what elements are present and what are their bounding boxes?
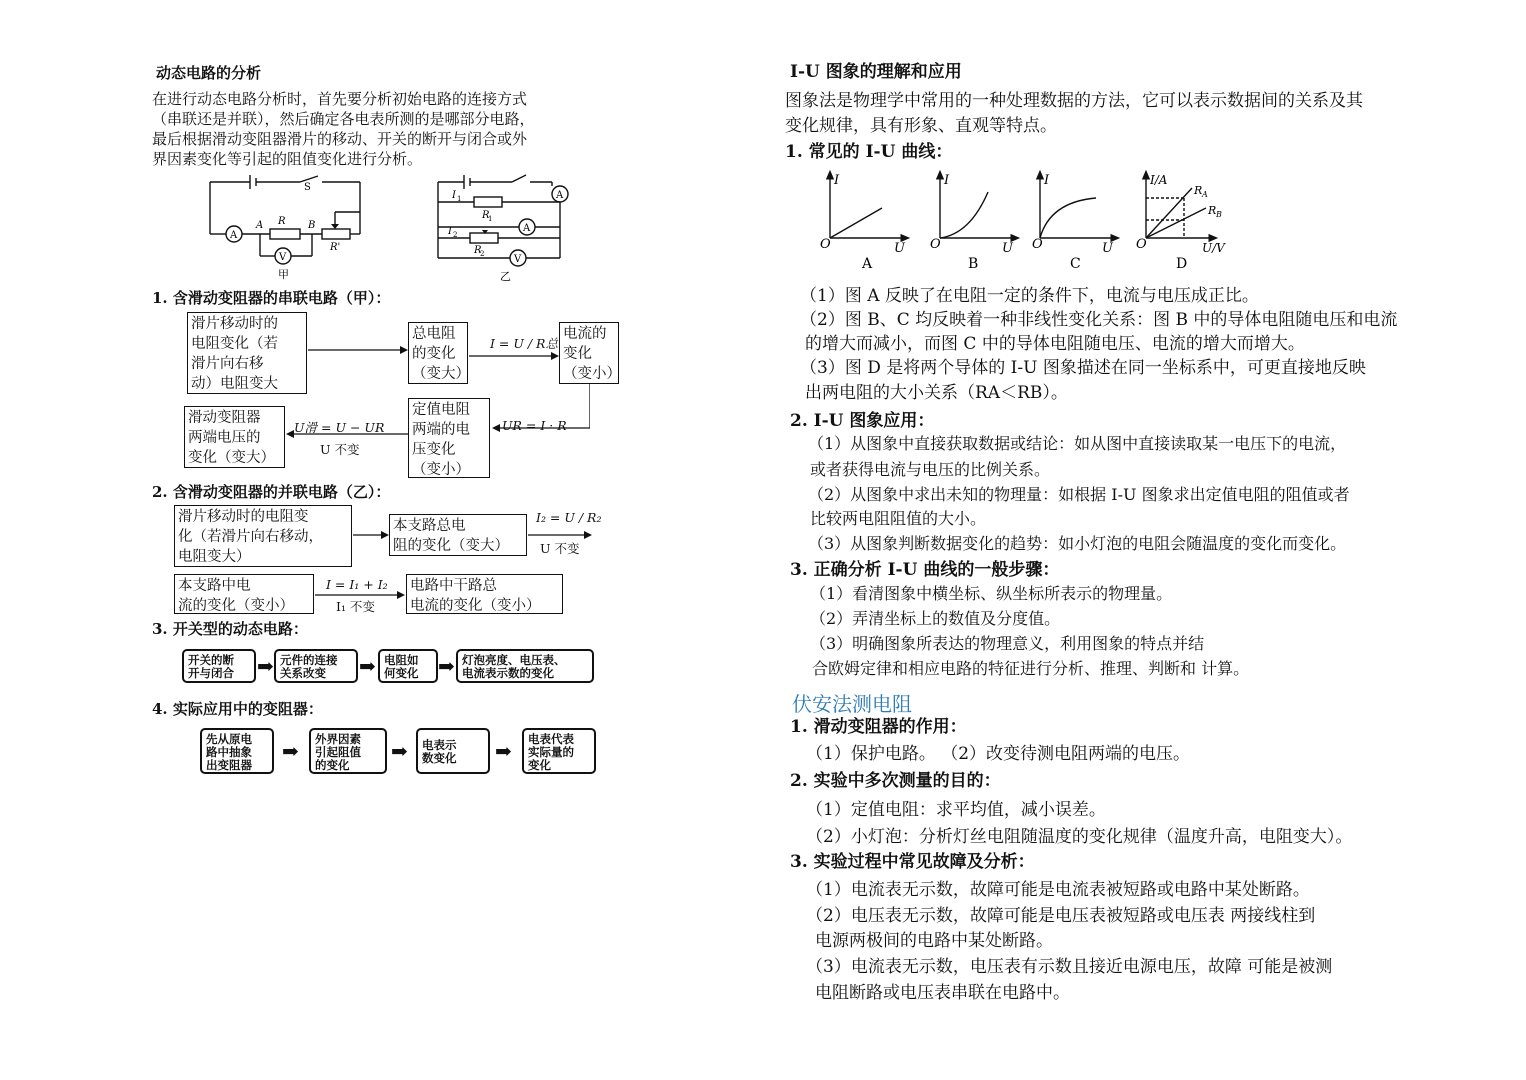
line: 变化（变大）: [188, 450, 275, 466]
line: 电流表示数的变化: [462, 666, 554, 680]
line: 开关的断: [188, 653, 234, 667]
line: 两端的电: [412, 422, 470, 438]
line: 滑片移动时的: [191, 316, 278, 332]
bold-arrow-icon: ➡: [438, 654, 455, 678]
switch-box-1: [182, 649, 256, 683]
formula-i2: I₂ = U / R₂: [536, 510, 602, 525]
iu-s2-item-3: （2）从图象中求出未知的物理量：如根据 I-U 图象求出定值电阻的阻值或者: [808, 485, 1350, 504]
graph-c-curve: [1040, 198, 1096, 238]
voltmeter-v-label: V: [279, 252, 287, 263]
line: 何变化: [384, 666, 419, 680]
graph-b-label: B: [968, 256, 979, 272]
parallel-box-branch-resistance: [389, 514, 527, 556]
iu-s1-heading: 1. 常见的 I-U 曲线：: [785, 142, 953, 162]
graph-d-axis-i: I/A: [1150, 173, 1168, 187]
resistor-r-label: R: [278, 216, 286, 227]
node-a-label: A: [256, 220, 264, 231]
v2-item-2: （2）小灯泡：分析灯丝电阻随温度的变化规律（温度升高，电阻变大）。: [806, 827, 1353, 847]
line: 电阻变大）: [178, 549, 251, 565]
graph-d-rb-label: R: [1208, 204, 1217, 217]
iu-s2-item-5: （3）从图象判断数据变化的趋势：如小灯泡的电阻会随温度的变化而变化。: [808, 534, 1347, 553]
voltammetry-section-title: 伏安法测电阻: [792, 692, 912, 716]
v2-heading: 2. 实验中多次测量的目的：: [790, 771, 1001, 791]
v2-item-1: （1）定值电阻：求平均值，减小误差。: [806, 800, 1106, 820]
graph-a-origin: O: [820, 237, 831, 252]
line: 阻的变化（变大）: [393, 538, 509, 554]
line: 变化: [563, 346, 592, 362]
series-box-total-resistance: [408, 322, 468, 384]
v1-item-1: （1）保护电路。 （2）改变待测电阻两端的电压。: [806, 744, 1191, 764]
iu-s1-item-3: 的增大而减小，而图 C 中的导体电阻随电压、电流的增大而增大。: [805, 334, 1305, 354]
line: 两端电压的: [188, 430, 261, 446]
yi-r2-label: R: [474, 245, 482, 256]
line: 灯泡亮度、电压表、: [462, 653, 566, 667]
line: 流的变化（变小）: [178, 598, 294, 614]
switch-box-2: [274, 649, 358, 683]
switch-heading: 3. 开关型的动态电路：: [152, 620, 308, 638]
parallel-box-main-current: [406, 574, 563, 614]
parallel-box-resistance-change: [174, 505, 352, 567]
graph-d-rb-sub: B: [1216, 210, 1222, 219]
line: 电表代表: [528, 732, 574, 746]
line: 电表示: [422, 738, 457, 752]
line: 定值电阻: [412, 402, 470, 418]
series-box-current: [559, 322, 619, 384]
graph-d-ra-label: R: [1194, 184, 1203, 197]
line: 先从原电: [206, 732, 252, 746]
yi-r2-sub: 2: [480, 250, 485, 258]
series-box-rheostat-voltage: [184, 406, 285, 468]
line: 开与闭合: [188, 666, 234, 680]
line: （变小）: [563, 366, 621, 382]
line: 滑动变阻器: [188, 410, 261, 426]
line: 动）电阻变大: [191, 376, 278, 392]
series-box-fixed-voltage: [408, 398, 490, 478]
bold-arrow-icon: ➡: [282, 739, 299, 763]
yi-voltmeter-label: V: [514, 254, 522, 265]
graph-d-ra-sub: A: [1202, 190, 1208, 199]
iu-s1-item-2: （2）图 B、C 均反映着一种非线性变化关系：图 B 中的导体电阻随电压和电流: [800, 310, 1398, 330]
parallel-heading: 2. 含滑动变阻器的并联电路（乙）：: [152, 483, 391, 501]
line: 关系改变: [280, 666, 326, 680]
graph-a-axis-u: U: [894, 241, 905, 256]
v3-item-5: 电阻断路或电压表串联在电路中。: [815, 983, 1070, 1003]
graph-a-axis-i: I: [834, 173, 840, 188]
iu-s2-item-4: 比较两电阻阻值的大小。: [810, 509, 987, 528]
arrow-right: [469, 350, 559, 362]
graph-c-axis-i: I: [1044, 173, 1050, 188]
switch-s-label: S: [304, 182, 311, 193]
line: 总电阻: [412, 326, 456, 342]
graph-c-label: C: [1070, 256, 1081, 272]
node-b-label: B: [308, 220, 316, 231]
practical-heading: 4. 实际应用中的变阻器：: [152, 700, 323, 718]
arrow-return: [490, 384, 590, 444]
arrow-right: [353, 529, 389, 541]
graph-a-line: [830, 208, 882, 238]
graph-b-axis-u: U: [1002, 241, 1013, 256]
circuit-yi-label: 乙: [500, 270, 511, 283]
iu-s1-item-5: 出两电阻的大小关系（RA＜RB）。: [805, 383, 1068, 403]
iu-s2-heading: 2. I-U 图象应用：: [790, 411, 935, 431]
line: 滑片向右移: [191, 356, 264, 372]
bold-arrow-icon: ➡: [495, 739, 512, 763]
circuit-yi: [430, 172, 580, 284]
yi-i2-sub: 2: [453, 231, 458, 239]
parallel-box-branch-current: [174, 574, 314, 614]
yi-r1-sub: 1: [488, 215, 493, 223]
formula-i1-constant: I₁ 不变: [336, 599, 375, 614]
circuit-jia: [200, 172, 370, 282]
v3-heading: 3. 实验过程中常见故障及分析：: [790, 852, 1035, 872]
line: 元件的连接: [280, 653, 338, 667]
intro-line-2: （串联还是并联），然后确定各电表所测的是哪部分电路，: [152, 110, 535, 128]
yi-ammeter-1-label: A: [556, 190, 564, 201]
series-box-resistance-change: [187, 312, 307, 394]
switch-box-4: [456, 649, 594, 683]
iu-title: I-U 图象的理解和应用: [790, 62, 962, 82]
line: 路中抽象: [206, 745, 252, 759]
rheostat-label: R': [330, 242, 341, 253]
iu-s3-item-4: 合欧姆定律和相应电路的特征进行分析、推理、判断和 计算。: [812, 659, 1250, 678]
line: 电路中干路总: [410, 578, 497, 594]
yi-r1-label: R: [482, 210, 490, 221]
graph-d-rb: [1146, 208, 1206, 238]
line: 外界因素: [315, 732, 361, 746]
yi-i1-sub: 1: [457, 195, 462, 203]
line: 本支路中电: [178, 578, 251, 594]
line: 出变阻器: [206, 758, 252, 772]
graph-d-ra: [1146, 188, 1192, 238]
formula-ohm: I = U / R总: [490, 336, 558, 351]
graph-c-origin: O: [1032, 237, 1043, 252]
line: 滑片移动时的电阻变: [178, 509, 309, 525]
formula-ur: UR = I · R: [502, 418, 567, 433]
line: 电流的变化（变小）: [410, 598, 541, 614]
line: 引起阻值: [315, 745, 361, 759]
iu-s3-heading: 3. 正确分析 I-U 曲线的一般步骤：: [790, 560, 1060, 580]
graph-c-axis-u: U: [1102, 241, 1113, 256]
line: 电流的: [563, 326, 607, 342]
graph-b-axis-i: I: [944, 173, 950, 188]
line: 化（若滑片向右移动，: [178, 529, 323, 545]
bold-arrow-icon: ➡: [391, 739, 408, 763]
switch-box-3: [378, 649, 438, 683]
iu-s2-item-2: 或者获得电流与电压的比例关系。: [810, 460, 1051, 479]
v1-heading: 1. 滑动变阻器的作用：: [790, 717, 967, 737]
series-heading: 1. 含滑动变阻器的串联电路（甲）：: [152, 289, 391, 307]
bold-arrow-icon: ➡: [359, 654, 376, 678]
line: 变化: [528, 758, 551, 772]
formula-u-constant: U 不变: [320, 442, 360, 457]
iu-intro-1: 图象法是物理学中常用的一种处理数据的方法，它可以表示数据间的关系及其: [785, 91, 1363, 111]
ammeter-a-label: A: [230, 230, 238, 241]
iu-s3-item-2: （2）弄清坐标上的数值及分度值。: [810, 609, 1061, 628]
practical-box-4: [522, 728, 596, 774]
practical-box-1: [200, 728, 274, 774]
iu-s3-item-1: （1）看清图象中横坐标、纵坐标所表示的物理量。: [810, 584, 1173, 603]
practical-box-3: [416, 728, 490, 774]
iu-intro-2: 变化规律，具有形象、直观等特点。: [785, 116, 1057, 136]
iu-s2-item-1: （1）从图象中直接获取数据或结论：如从图中直接读取某一电压下的电流，: [808, 434, 1347, 453]
line: （变小）: [412, 462, 470, 478]
line: 本支路总电: [393, 518, 466, 534]
left-title: 动态电路的分析: [156, 64, 262, 82]
formula-i-sum: I = I₁ + I₂: [326, 577, 388, 592]
line: 的变化: [315, 758, 350, 772]
v3-item-4: （3）电流表无示数，电压表有示数且接近电源电压，故障 可能是被测: [806, 957, 1333, 977]
yi-i1-label: I: [452, 190, 456, 201]
iu-s1-item-4: （3）图 D 是将两个导体的 I-U 图象描述在同一坐标系中，可更直接地反映: [800, 358, 1366, 378]
intro-line-4: 界因素变化等引起的阻值变化进行分析。: [152, 150, 423, 168]
line: （变大）: [412, 366, 470, 382]
intro-line-3: 最后根据滑动变阻器滑片的移动、开关的断开与闭合或外: [152, 130, 528, 148]
line: 数变化: [422, 751, 457, 765]
practical-box-2: [309, 728, 387, 774]
graph-a-label: A: [862, 256, 873, 272]
formula-u-constant-2: U 不变: [540, 541, 580, 556]
circuit-jia-label: 甲: [278, 268, 289, 281]
graph-b-origin: O: [930, 237, 941, 252]
line: 的变化: [412, 346, 456, 362]
v3-item-2: （2）电压表无示数，故障可能是电压表被短路或电压表 两接线柱到: [806, 906, 1316, 926]
v3-item-3: 电源两极间的电路中某处断路。: [815, 931, 1053, 951]
iu-s3-item-3: （3）明确图象所表达的物理意义，利用图象的特点并结: [810, 634, 1205, 653]
yi-i2-label: I: [448, 226, 452, 237]
graph-b-curve: [940, 192, 988, 238]
line: 电阻如: [384, 653, 419, 667]
iu-s1-item-1: （1）图 A 反映了在电阻一定的条件下，电流与电压成正比。: [800, 286, 1259, 306]
formula-uslide: U滑 = U − UR: [294, 420, 385, 435]
graph-d-label: D: [1176, 256, 1188, 272]
yi-ammeter-2-label: A: [523, 223, 531, 234]
bold-arrow-icon: ➡: [257, 654, 274, 678]
intro-line-1: 在进行动态电路分析时，首先要分析初始电路的连接方式: [152, 90, 528, 108]
line: 实际量的: [528, 745, 574, 759]
v3-item-1: （1）电流表无示数，故障可能是电流表被短路或电路中某处断路。: [806, 880, 1310, 900]
graph-d-origin: O: [1136, 237, 1147, 252]
arrow-right: [308, 344, 408, 356]
line: 压变化: [412, 442, 456, 458]
iu-graphs: [810, 168, 1240, 272]
graph-d-axis-u: U/V: [1202, 241, 1225, 255]
line: 电阻变化（若: [191, 336, 278, 352]
